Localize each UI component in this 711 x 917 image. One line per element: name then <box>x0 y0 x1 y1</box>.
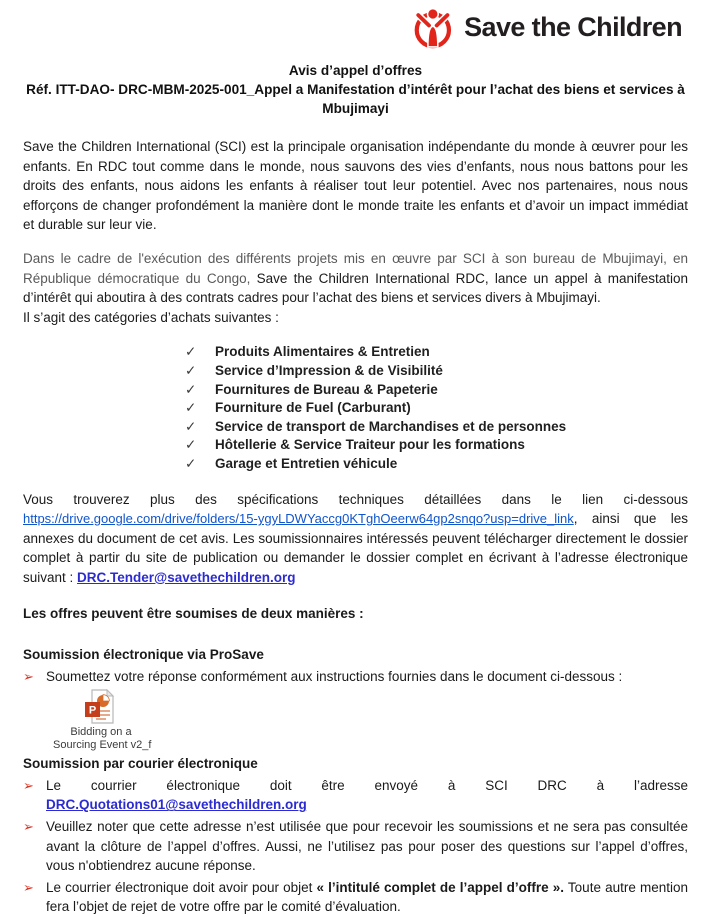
quotations-email-link[interactable]: DRC.Quotations01@savethechildren.org <box>46 797 307 813</box>
arrow-bullet-icon: ➢ <box>23 879 34 895</box>
list-item <box>185 399 688 418</box>
courier-bullet-1 <box>23 776 688 815</box>
categories-intro: Il s’agit des catégories d’achats suivantes : <box>23 309 279 325</box>
list-item <box>185 362 688 381</box>
arrow-bullet-icon: ➢ <box>23 819 34 835</box>
courier-bullet2-text: Veuillez noter que cette adresse n’est utilisée que pour recevoir les soumissions et ne sera pas consultée avant la clôture de l’appel d’offres. Aussi, ne l’utilisez pas pour poser des questions sur l’appel d’offres, vous n'obtiendrez aucune réponse. <box>46 819 688 874</box>
save-the-children-logo <box>411 5 682 49</box>
category-label: Produits Alimentaires & Entretien <box>215 344 430 360</box>
svg-text:P: P <box>88 704 97 717</box>
arrow-bullet-icon: ➢ <box>23 668 34 684</box>
child-in-circle-logo-icon <box>411 5 457 49</box>
checkmark-icon: ✓ <box>185 400 197 416</box>
specs-text-after-link: , ainsi que les annexes du document de cet avis. Les soumissionnaires intéressés peuvent télécharger directement le dossier complet à partir du site de publication ou demander le dossier complet en écrivant à l’adresse électronique suivant : <box>23 511 688 585</box>
checkmark-icon: ✓ <box>185 418 197 434</box>
intro-paragraph: Save the Children International (SCI) est la principale organisation indépendante du monde à œuvrer pour les enfants. En RDC tout comme dans le monde, nous sauvons des vies d’enfants, nous nous battons pour les droits des enfants, nous aidons les enfants à réaliser tout leur potentiel. Avec nos partenaires, nous nous efforçons de changer profondément la manière dont le monde traite les enfants et d’avoir un impact immédiat et durable sur leur vie. <box>23 139 688 233</box>
checkmark-icon: ✓ <box>185 437 197 453</box>
courier-bullet3-text-before: Le courrier électronique doit avoir pour objet <box>46 879 317 895</box>
category-label: Garage et Entretien véhicule <box>215 455 398 471</box>
specs-text-before-link: Vous trouverez plus des spécifications techniques détaillées dans le lien ci-dessous <box>23 491 688 507</box>
courier-bullet3-subject-bold: « l’intitulé complet de l’appel d’offre ». <box>316 879 565 895</box>
offers-heading: Les offres peuvent être soumises de deux manières : <box>23 606 364 622</box>
category-label: Service de transport de Marchandises et de personnes <box>215 418 567 434</box>
list-item <box>185 418 688 437</box>
checkmark-icon: ✓ <box>185 455 197 471</box>
checkmark-icon: ✓ <box>185 362 197 378</box>
checkmark-icon: ✓ <box>185 381 197 397</box>
category-label: Fournitures de Bureau & Papeterie <box>215 381 438 397</box>
category-label: Service d’Impression & de Visibilité <box>215 362 443 378</box>
attachment-caption-line1: Bidding on a <box>70 726 132 739</box>
courier-bullet-3 <box>23 878 688 917</box>
header <box>23 4 688 50</box>
powerpoint-file-icon <box>53 689 149 726</box>
context-black-text: Save the Children International RDC, lance un appel à manifestation d’intérêt qui aboutira à des contrats cadres pour l’achat des biens et services divers à Mbujimayi. <box>23 270 688 306</box>
list-item <box>185 381 688 400</box>
list-item <box>185 455 688 474</box>
prosave-heading: Soumission électronique via ProSave <box>23 647 264 663</box>
title-line1: Avis d’appel d’offres <box>288 63 423 78</box>
categories-list <box>185 343 688 473</box>
title-line2: Réf. ITT-DAO- DRC-MBM-2025-001_Appel a Manifestation d’intérêt pour l’achat des biens et services à Mbujimayi <box>26 82 685 116</box>
specifications-paragraph <box>23 490 688 588</box>
list-item <box>185 343 688 362</box>
courier-bullet1-text: Le courrier électronique doit être envoyé à SCI DRC à l’adresse <box>46 777 688 793</box>
category-label: Hôtellerie & Service Traiteur pour les formations <box>215 437 525 453</box>
prosave-bullet-text: Soumettez votre réponse conformément aux instructions fournies dans le document ci-dessous : <box>46 668 623 684</box>
category-label: Fourniture de Fuel (Carburant) <box>215 400 411 416</box>
context-gray-text: Dans le cadre de l'exécution des différents projets mis en œuvre par SCI à son bureau de Mbujimayi, en République démocratique du Congo, <box>23 250 688 286</box>
drive-folder-link[interactable]: https://drive.google.com/drive/folders/15-ygyLDWYaccg0KTghOeerw64gp2snqo?usp=drive_link <box>23 511 574 527</box>
checkmark-icon: ✓ <box>185 344 197 360</box>
page-title <box>23 61 688 118</box>
ppt-attachment[interactable] <box>53 689 152 751</box>
context-paragraph <box>23 249 688 308</box>
prosave-bullet <box>23 667 688 687</box>
courier-heading: Soumission par courier électronique <box>23 756 258 772</box>
courier-bullet-2 <box>23 817 688 876</box>
attachment-caption-line2: Sourcing Event v2_f <box>53 738 152 751</box>
tender-email-link[interactable]: DRC.Tender@savethechildren.org <box>77 569 296 585</box>
list-item <box>185 436 688 455</box>
arrow-bullet-icon: ➢ <box>23 777 34 793</box>
logo-wordmark: Save the Children <box>464 11 682 42</box>
courier-bullet3-text-after: Toute autre mention fera l’objet de rejet de votre offre par le comité d’évaluation. <box>46 879 688 915</box>
